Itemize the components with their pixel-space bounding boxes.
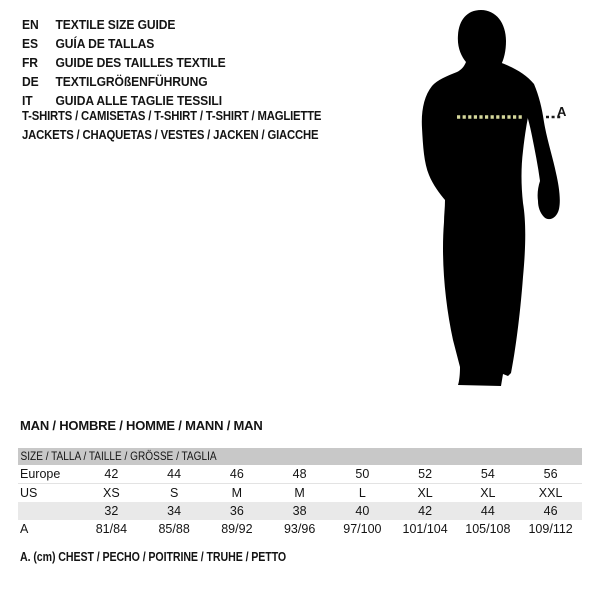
- table-cell: 32: [104, 504, 119, 518]
- table-cell: 42: [80, 465, 143, 484]
- table-cell: S: [169, 486, 179, 500]
- language-code: FR: [22, 55, 38, 70]
- table-cell: L: [358, 486, 366, 500]
- language-code: ES: [22, 36, 38, 51]
- category-tshirts: T-SHIRTS / CAMISETAS / T-SHIRT / T-SHIRT / MAGLIETTE: [22, 108, 322, 123]
- row-label: [18, 502, 80, 520]
- language-row-es: [22, 34, 226, 53]
- table-cell: 44: [480, 504, 495, 518]
- table-cell: XXL: [538, 486, 563, 500]
- language-label: GUÍA DE TALLAS: [55, 36, 155, 51]
- language-row-en: [22, 15, 226, 34]
- table-cell: 97/100: [343, 522, 382, 536]
- size-table-header-text: SIZE / TALLA / TAILLE / GRÖSSE / TAGLIA: [20, 449, 217, 463]
- row-label: US: [20, 486, 38, 500]
- measurement-footnote: A. (cm) CHEST / PECHO / POITRINE / TRUHE / PETTO: [20, 550, 287, 564]
- table-cell: XL: [480, 486, 496, 500]
- table-cell: 81/84: [95, 522, 128, 536]
- language-row-fr: [22, 53, 226, 72]
- measurement-figure: [415, 5, 575, 390]
- language-label: GUIDE DES TAILLES TEXTILE: [55, 55, 226, 70]
- table-cell: 38: [292, 504, 307, 518]
- size-table: [18, 448, 582, 538]
- language-code: EN: [22, 17, 39, 32]
- table-cell: 34: [167, 504, 182, 518]
- category-jackets: JACKETS / CHAQUETAS / VESTES / JACKEN / GIACCHE: [22, 126, 319, 142]
- table-row-chest-a: [18, 520, 582, 538]
- table-cell: 46: [543, 504, 558, 518]
- table-cell: 40: [355, 504, 370, 518]
- size-table-header-row: [18, 448, 582, 465]
- row-label: A: [20, 522, 29, 536]
- table-cell: 46: [206, 465, 269, 484]
- language-code: IT: [22, 93, 33, 108]
- table-cell: 54: [457, 465, 520, 484]
- table-cell: M: [231, 486, 243, 500]
- category-headings: [22, 107, 321, 144]
- language-list: [22, 15, 226, 110]
- language-label: TEXTILGRÖßENFÜHRUNG: [55, 74, 208, 89]
- table-cell: 36: [229, 504, 244, 518]
- table-row-us: [18, 484, 582, 503]
- silhouette-body: [422, 10, 533, 386]
- table-cell: 93/96: [283, 522, 316, 536]
- table-cell: 42: [418, 504, 433, 518]
- language-label: TEXTILE SIZE GUIDE: [55, 17, 176, 32]
- section-title-man: MAN / HOMBRE / HOMME / MANN / MAN: [20, 418, 263, 433]
- table-cell: 56: [519, 465, 582, 484]
- table-cell: 52: [394, 465, 457, 484]
- language-code: DE: [22, 74, 39, 89]
- table-cell: 48: [268, 465, 331, 484]
- language-label: GUIDA ALLE TAGLIE TESSILI: [55, 93, 222, 108]
- table-cell: 89/92: [221, 522, 253, 536]
- table-cell: 101/104: [402, 522, 448, 536]
- walking-man-silhouette-icon: [415, 5, 575, 390]
- table-cell: 44: [143, 465, 206, 484]
- language-row-de: [22, 72, 226, 91]
- table-cell: 50: [331, 465, 394, 484]
- table-cell: M: [294, 486, 305, 500]
- table-cell: 105/108: [465, 522, 511, 536]
- table-cell: 85/88: [158, 522, 190, 536]
- table-row-uk-sizes: [18, 502, 582, 520]
- table-cell: XS: [103, 486, 120, 500]
- size-table-header-cell: [18, 448, 582, 465]
- table-cell: XL: [417, 486, 433, 500]
- table-cell: 109/112: [528, 522, 573, 536]
- row-label: Europe: [18, 465, 80, 484]
- measure-point-a-label: A: [557, 104, 567, 119]
- table-row-europe: [18, 465, 582, 484]
